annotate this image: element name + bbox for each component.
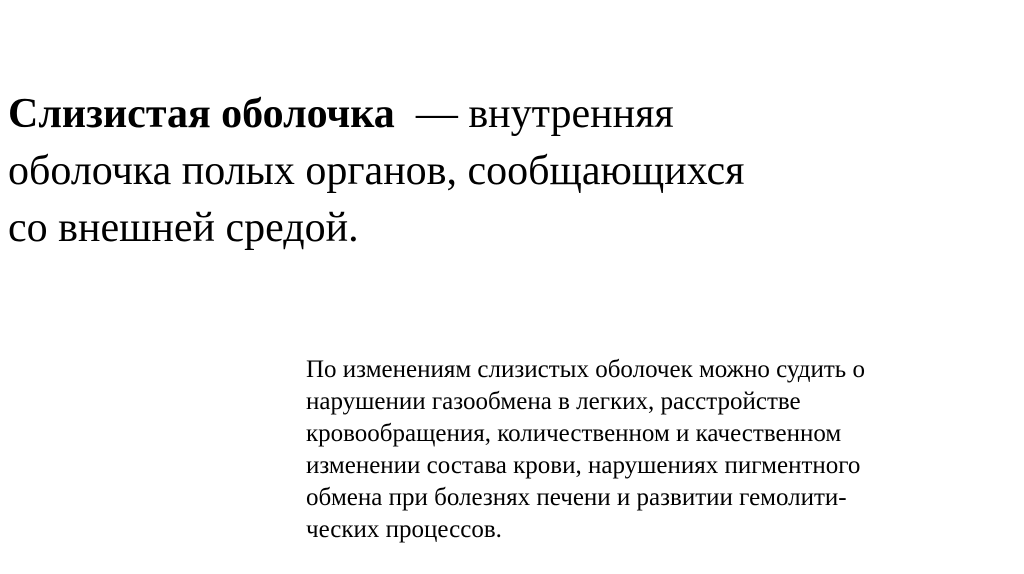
note-line: По изменениям слизистых оболочек можно судить о: [306, 356, 865, 383]
definition-line-1-rest: — внутренняя: [394, 91, 674, 137]
definition-term: Слизистая оболочка: [8, 91, 395, 137]
note-line: ческих процессов.: [306, 516, 502, 543]
definition-line-1: [8, 86, 1008, 143]
definition-line-3: со внешней средой.: [8, 205, 359, 251]
definition-text: [8, 86, 1008, 257]
note-line: изменении состава крови, нарушениях пигментного: [306, 452, 861, 479]
note-line: кровообращения, количественном и качественном: [306, 420, 842, 447]
note-line: обмена при болезнях печени и развитии гемолити-: [306, 484, 847, 511]
note-paragraph: [306, 354, 1016, 546]
note-line: нарушении газообмена в легких, расстройстве: [306, 388, 801, 415]
definition-line-2: оболочка полых органов, сообщающихся: [8, 148, 745, 194]
